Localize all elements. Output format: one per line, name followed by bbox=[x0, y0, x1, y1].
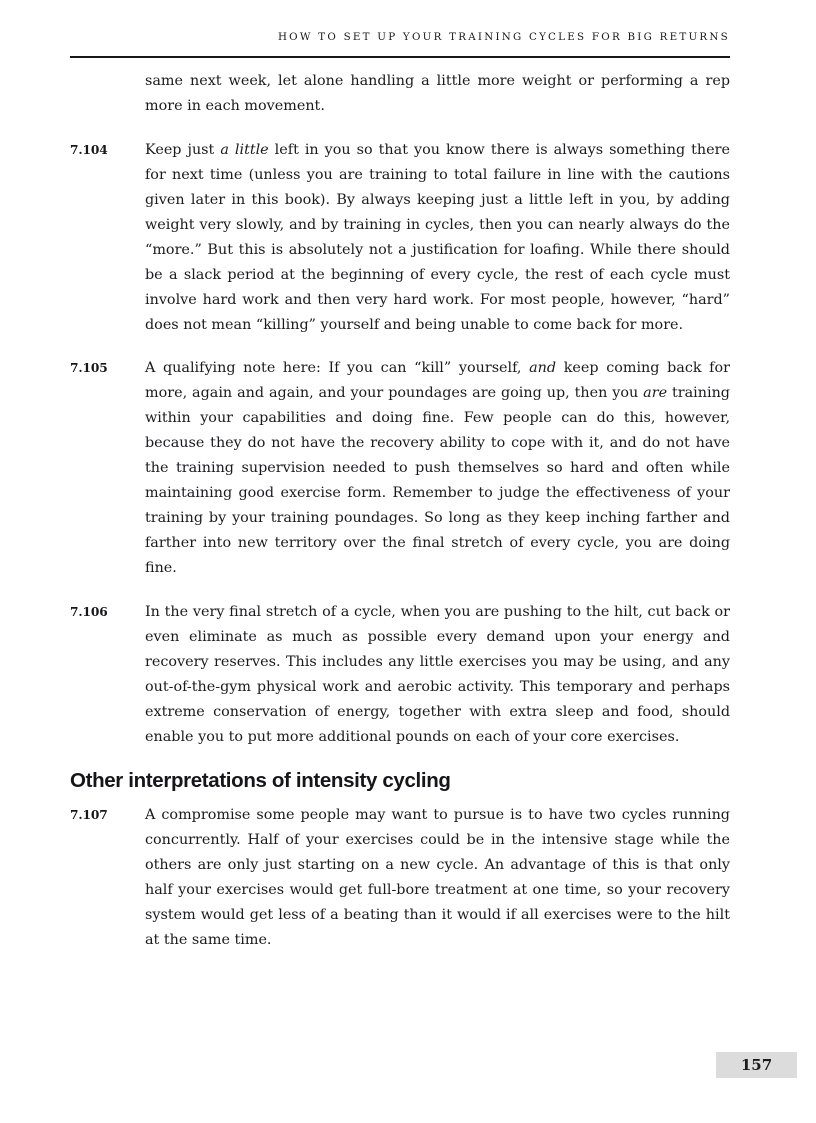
page-number: 157 bbox=[740, 1056, 773, 1074]
paragraph-number: 7.106 bbox=[70, 604, 108, 619]
paragraph-text: A compromise some people may want to pursue is to have two cycles running concurrently. Half of your exercises could be in the intensive stage while the others are only just starting on a new cycle. An advantage of this is that only half your exercises would get full-bore treatment at one time, so your recovery system would get less of a beating than it would if all exercises were to the hilt at the same time. bbox=[145, 807, 730, 948]
header-rule bbox=[70, 56, 730, 58]
paragraph-number: 7.105 bbox=[70, 361, 108, 375]
running-head: HOW TO SET UP YOUR TRAINING CYCLES FOR BIG RETURNS bbox=[277, 31, 730, 43]
paragraph-text: In the very final stretch of a cycle, when you are pushing to the hilt, cut back or even eliminate as much as possible every demand upon your energy and recovery reserves. This includes any little exercises you may be using, and any out-of-the-gym physical work and aerobic activity. This temporary and perhaps extreme conservation of energy, together with extra sleep and food, should enable you to put more additional pounds on each of your core exercises. bbox=[145, 603, 730, 745]
text-column bbox=[70, 69, 730, 972]
paragraph-text: A qualifying note here: If you can “kill” yourself, and keep coming back for more, again and again, and your poundages are going up, then you are training within your capabilities and doing fine. Few people can do this, however, because they do not have the recovery ability to cope with it, and do not have the training supervision needed to push themselves so hard and often while maintaining good exercise form. Remember to judge the effectiveness of your training by your training poundages. So long as they keep inching farther and farther into new territory over the final stretch of every cycle, you are doing fine. bbox=[145, 360, 730, 576]
paragraph-7-104 bbox=[70, 138, 730, 338]
paragraph-number: 7.107 bbox=[70, 808, 108, 822]
paragraph-7-107 bbox=[70, 803, 730, 953]
paragraph-continuation bbox=[70, 69, 730, 119]
paragraph-number: 7.104 bbox=[70, 142, 108, 157]
paragraph-7-105 bbox=[70, 356, 730, 581]
paragraph-7-106 bbox=[70, 600, 730, 750]
paragraph-text: Keep just a little left in you so that you know there is always something there for next time (unless you are training to total failure in line with the cautions given later in this book). By always keeping just a little left in you, by adding weight very slowly, and by training in cycles, then you can nearly always do the “more.” But this is absolutely not a justification for loafing. While there should be a slack period at the beginning of every cycle, the rest of each cycle must involve hard work and then very hard work. For most people, however, “hard” does not mean “killing” yourself and being unable to come back for more. bbox=[145, 141, 731, 333]
section-heading: Other interpretations of intensity cycling bbox=[70, 769, 451, 792]
paragraph-text: same next week, let alone handling a little more weight or performing a rep more in each movement. bbox=[145, 73, 730, 114]
